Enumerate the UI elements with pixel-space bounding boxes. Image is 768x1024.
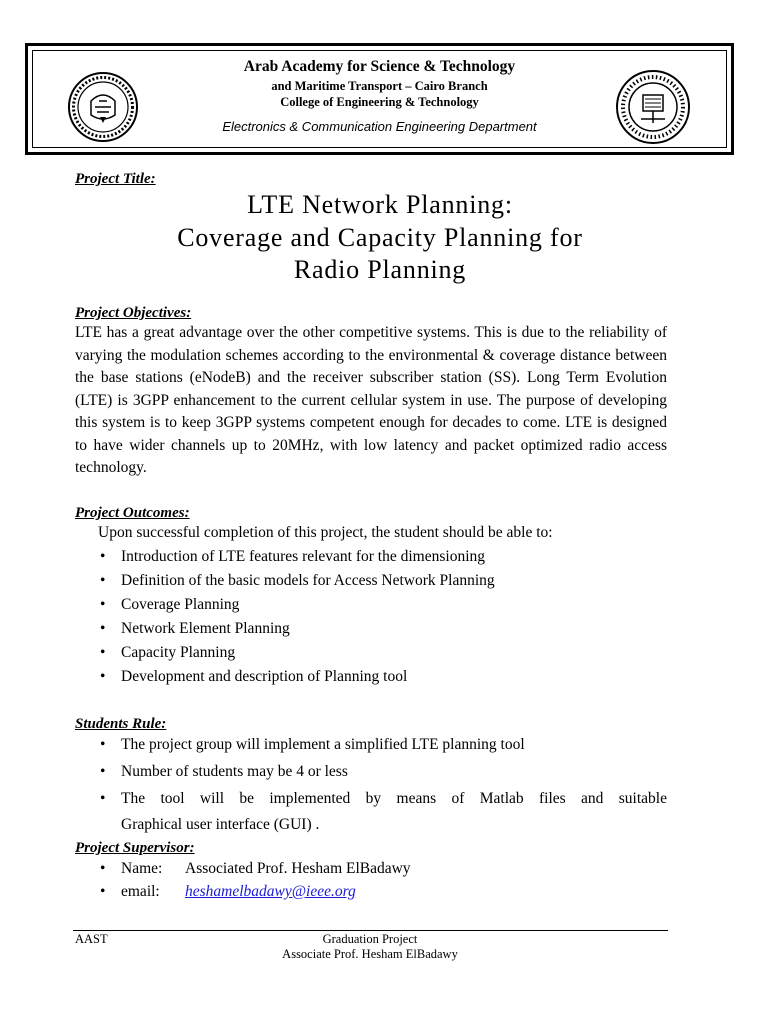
objectives-paragraph: LTE has a great advantage over the other competitive systems. This is due to the reliability of varying the modulation schemes according to the environmental & coverage distance between the base stations (eNodeB) and the receiver subscriber station (SS). Long Term Evolution (LTE) is 3GPP enhancement to the current cellular system in use. The purpose of developing this system is to keep 3GPP systems competent enough for decades to come. LTE is designed to have wider channels up to 20MHz, with low latency and packet optimized radio access technology. (75, 324, 667, 476)
outcomes-label: Project Outcomes: (75, 505, 190, 521)
outcome-item-text: Capacity Planning (121, 644, 236, 661)
institution-branch: and Maritime Transport – Cairo Branch (271, 79, 488, 93)
supervisor-name-value: Associated Prof. Hesham ElBadawy (185, 860, 411, 877)
bullet-icon: • (100, 860, 106, 877)
institution-name: Arab Academy for Science & Technology (243, 58, 516, 75)
rule-item-text: The project group will implement a simplified LTE planning tool (121, 736, 525, 753)
objectives-label: Project Objectives: (75, 305, 192, 321)
footer-rule (73, 930, 668, 931)
footer-left-text: AAST (75, 932, 108, 946)
department-name: Electronics & Communication Engineering Department (222, 119, 537, 134)
rule-item-text: Number of students may be 4 or less (121, 763, 348, 780)
bullet-icon: • (100, 883, 106, 900)
bullet-icon: • (100, 644, 106, 661)
outcome-item-text: Definition of the basic models for Access Network Planning (121, 572, 495, 589)
bullet-icon: • (100, 572, 106, 589)
supervisor-email-label: email: (121, 883, 160, 900)
outcome-item-text: Introduction of LTE features relevant for the dimensioning (121, 548, 486, 565)
bullet-icon: • (100, 620, 106, 637)
footer-line-2: Associate Prof. Hesham ElBadawy (282, 947, 458, 961)
outcome-item-text: Development and description of Planning tool (121, 668, 408, 685)
supervisor-email-link[interactable]: heshamelbadawy@ieee.org (185, 883, 356, 900)
outcome-item-text: Network Element Planning (121, 620, 290, 637)
project-title-label: Project Title: (75, 171, 156, 187)
outcome-item-text: Coverage Planning (121, 596, 240, 613)
bullet-icon: • (100, 668, 106, 685)
project-title-line-2: Coverage and Capacity Planning for (177, 223, 583, 252)
college-name: College of Engineering & Technology (280, 95, 479, 109)
project-title-line-1: LTE Network Planning: (247, 190, 513, 219)
bullet-icon: • (100, 736, 106, 753)
supervisor-name-label: Name: (121, 860, 163, 877)
letterhead-inner-border (32, 50, 727, 148)
rule-item-text-line-1: The tool will be implemented by means of Matlab files and suitable (121, 790, 667, 807)
bullet-icon: • (100, 596, 106, 613)
letterhead-box (25, 43, 734, 155)
bullet-icon: • (100, 763, 106, 780)
outcomes-intro: Upon successful completion of this project, the student should be able to: (98, 524, 553, 541)
bullet-icon: • (100, 790, 106, 807)
rule-item-text-line-2: Graphical user interface (GUI) . (121, 816, 320, 833)
students-rule-label: Students Rule: (75, 716, 167, 732)
footer-line-1: Graduation Project (322, 932, 418, 946)
supervisor-label: Project Supervisor: (75, 840, 195, 856)
bullet-icon: • (100, 548, 106, 565)
project-title-line-3: Radio Planning (293, 255, 467, 284)
